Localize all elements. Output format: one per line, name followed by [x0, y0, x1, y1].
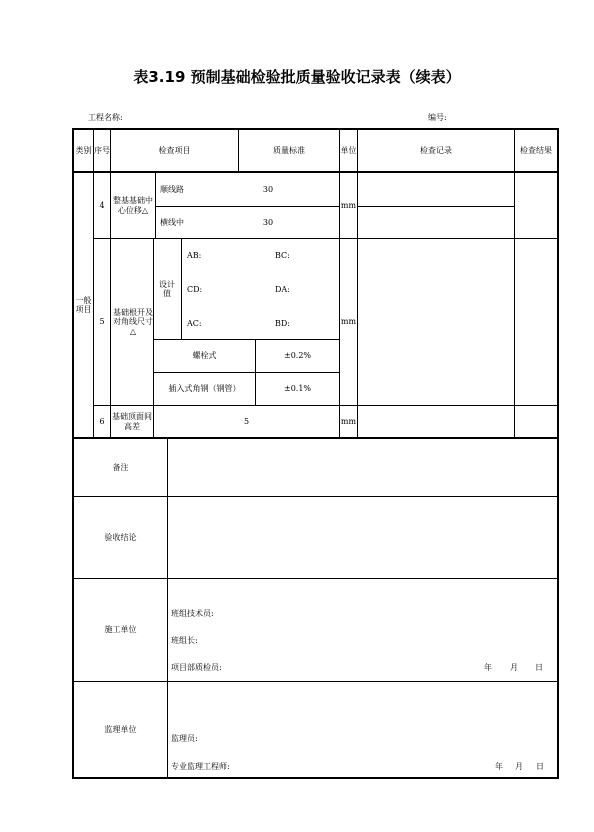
row6-item-name: 基础顶面间高差: [112, 412, 152, 431]
col-header-check-result: 检查结果: [520, 145, 552, 155]
col-header-quality-standard: 质量标准: [273, 145, 305, 155]
row4-sub2-name: 横线中: [160, 217, 184, 227]
construction-day-label: 日: [535, 663, 543, 673]
row4-unit: mm: [340, 200, 357, 210]
category-general-label: 一般项目: [75, 295, 92, 314]
remarks-label: 备注: [112, 462, 129, 472]
row4-sub1-name: 顺线路: [160, 184, 184, 194]
row5-seq: 5: [99, 317, 105, 327]
row5-unit: mm: [340, 317, 357, 327]
row5-item-name: 基础根开及对角线尺寸△: [113, 308, 153, 336]
col-header-unit: 单位: [340, 145, 357, 155]
row6-unit: mm: [340, 416, 357, 426]
row4-sub1-value: 30: [262, 184, 274, 194]
construction-tech-label: 班组技术员:: [171, 609, 214, 619]
col-header-seq: 序号: [94, 145, 110, 155]
construction-leader-label: 班组长:: [171, 636, 198, 646]
row5-angle-value: ±0.1%: [283, 384, 312, 394]
supervisor-label: 监理员:: [171, 734, 198, 744]
supervision-year-label: 年: [495, 762, 503, 772]
supervision-month-label: 月: [515, 762, 523, 772]
row5-bolt-value: ±0.2%: [283, 351, 312, 361]
conclusion-label: 验收结论: [104, 532, 137, 542]
col-header-category: 类别: [75, 145, 92, 155]
row5-ac: AC:: [187, 319, 202, 329]
construction-inspector-label: 项目部质检员:: [171, 663, 222, 673]
row5-design-label: 设计值: [159, 279, 175, 298]
page-title: 表3.19 预制基础检验批质量验收记录表（续表）: [133, 68, 461, 86]
row6-value: 5: [243, 416, 250, 426]
construction-month-label: 月: [510, 663, 518, 673]
row4-seq: 4: [99, 200, 105, 210]
supervision-day-label: 日: [536, 762, 544, 772]
row5-bd: BD:: [275, 319, 290, 329]
row5-bolt-name: 螺栓式: [192, 351, 217, 361]
row4-item-name: 整基基础中心位移△: [113, 196, 153, 215]
col-header-check-item: 检查项目: [158, 145, 191, 155]
row5-ab: AB:: [187, 251, 202, 261]
row4-sub2-value: 30: [262, 217, 274, 227]
row5-da: DA:: [275, 285, 290, 295]
supervision-engineer-label: 专业监理工程师:: [171, 762, 230, 772]
row5-bc: BC:: [275, 251, 290, 261]
col-header-check-record: 检查记录: [420, 145, 452, 155]
supervision-unit-label: 监理单位: [104, 724, 137, 734]
number-label: 编号:: [428, 113, 447, 122]
row5-cd: CD:: [187, 285, 203, 295]
construction-year-label: 年: [484, 663, 492, 673]
construction-unit-label: 施工单位: [104, 625, 137, 635]
row6-seq: 6: [99, 416, 105, 426]
project-name-label: 工程名称:: [88, 113, 123, 122]
row5-angle-name: 插入式角钢（钢管）: [168, 384, 241, 394]
